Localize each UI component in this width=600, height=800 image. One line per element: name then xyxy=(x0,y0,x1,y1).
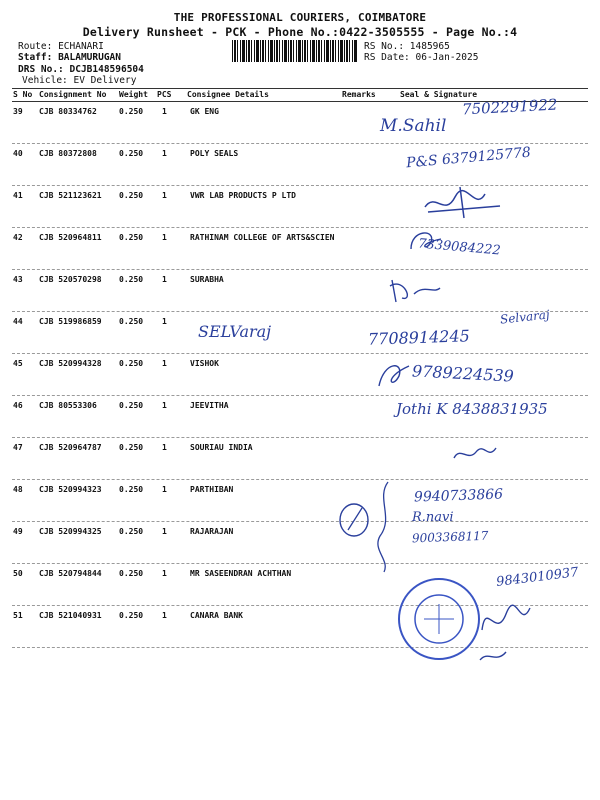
col-weight: Weight xyxy=(119,90,148,99)
handwritten-phone: 9940733866 xyxy=(413,486,504,506)
table-row xyxy=(12,521,588,564)
cell-pcs: 1 xyxy=(162,317,167,326)
cell-sno: 46 xyxy=(13,401,23,410)
cell-sno: 50 xyxy=(13,569,23,578)
table-row xyxy=(12,227,588,270)
cell-consignee: POLY SEALS xyxy=(190,149,239,158)
cell-weight: 0.250 xyxy=(119,233,144,242)
handwritten-name: M.Sahil xyxy=(380,116,447,136)
cell-consignee: PARTHIBAN xyxy=(190,485,234,494)
cell-weight: 0.250 xyxy=(119,485,144,494)
cell-consignee: CANARA BANK xyxy=(190,611,243,620)
staff-value: BALAMURUGAN xyxy=(58,52,121,63)
handwritten-phone: 9789224539 xyxy=(411,361,515,386)
handwritten-signature: Selvaraj xyxy=(499,307,551,327)
cell-consignment: CJB 521123621 xyxy=(39,191,102,200)
rs-no-line xyxy=(364,41,450,52)
handwritten-phone: 7502291922 xyxy=(461,95,558,119)
col-seal-signature: Seal & Signature xyxy=(400,90,478,99)
cell-weight: 0.250 xyxy=(119,275,144,284)
cell-consignee: GK ENG xyxy=(190,107,219,116)
cell-consignee: MR SASEENDRAN ACHTHAN xyxy=(190,569,292,578)
signature-scribble xyxy=(406,224,446,254)
drs-value: DCJB148596504 xyxy=(69,64,144,75)
handwritten-phone: P&S 6379125778 xyxy=(405,144,532,172)
cell-consignment: CJB 520794844 xyxy=(39,569,102,578)
cell-sno: 47 xyxy=(13,443,23,452)
cell-sno: 40 xyxy=(13,149,23,158)
handwritten-name: R.navi xyxy=(412,510,454,525)
runsheet-subtitle: Delivery Runsheet - PCK - Phone No.:0422-3505555 - Page No.:4 xyxy=(82,25,518,39)
cell-consignment: CJB 519986859 xyxy=(39,317,102,326)
cell-consignment: CJB 80334762 xyxy=(39,107,97,116)
cell-consignment: CJB 520964787 xyxy=(39,443,102,452)
cell-pcs: 1 xyxy=(162,107,167,116)
route-line xyxy=(18,41,104,52)
cell-consignee: VWR LAB PRODUCTS P LTD xyxy=(190,191,296,200)
cell-sno: 39 xyxy=(13,107,23,116)
cell-consignment: CJB 521040931 xyxy=(39,611,102,620)
staff-label: Staff: xyxy=(18,52,53,63)
cell-weight: 0.250 xyxy=(119,443,144,452)
cell-pcs: 1 xyxy=(162,611,167,620)
cell-weight: 0.250 xyxy=(119,401,144,410)
table-row xyxy=(12,437,588,480)
handwritten-phone: 7339084222 xyxy=(417,236,502,259)
cell-consignee: RATHINAM COLLEGE OF ARTS&SCIEN xyxy=(190,233,335,242)
cell-weight: 0.250 xyxy=(119,359,144,368)
cell-consignment: CJB 520994328 xyxy=(39,359,102,368)
cell-pcs: 1 xyxy=(162,401,167,410)
cell-sno: 43 xyxy=(13,275,23,284)
route-label: Route: xyxy=(18,41,53,52)
cell-pcs: 1 xyxy=(162,569,167,578)
vehicle-line xyxy=(22,75,136,86)
cell-consignment: CJB 520994323 xyxy=(39,485,102,494)
cell-weight: 0.250 xyxy=(119,107,144,116)
cell-consignee: RAJARAJAN xyxy=(190,527,234,536)
cell-weight: 0.250 xyxy=(119,569,144,578)
cell-pcs: 1 xyxy=(162,527,167,536)
cell-sno: 51 xyxy=(13,611,23,620)
rs-no-label: RS No.: xyxy=(364,41,405,52)
signature-scribble xyxy=(420,182,510,222)
vehicle-label: Vehicle: xyxy=(22,75,68,86)
cell-sno: 48 xyxy=(13,485,23,494)
col-sno: S No xyxy=(13,90,33,99)
rs-date-line xyxy=(364,52,478,63)
handwritten-phone: 9843010937 xyxy=(495,565,580,590)
handwritten-phone: 7708914245 xyxy=(367,326,471,349)
rs-date-value: 06-Jan-2025 xyxy=(415,52,479,63)
cell-consignment: CJB 80553306 xyxy=(39,401,97,410)
cell-sno: 45 xyxy=(13,359,23,368)
drs-line xyxy=(18,64,144,75)
cell-consignee: JEEVITHA xyxy=(190,401,229,410)
cell-weight: 0.250 xyxy=(119,611,144,620)
cell-sno: 44 xyxy=(13,317,23,326)
company-name: THE PROFESSIONAL COURIERS, COIMBATORE xyxy=(173,11,427,24)
col-remarks: Remarks xyxy=(342,90,376,99)
staff-line xyxy=(18,52,121,63)
cell-sno: 42 xyxy=(13,233,23,242)
signature-scribble xyxy=(476,590,536,670)
cell-consignment: CJB 520570298 xyxy=(39,275,102,284)
cell-consignee: SOURIAU INDIA xyxy=(190,443,253,452)
drs-label: DRS No.: xyxy=(18,64,64,75)
cell-consignee: VISHOK xyxy=(190,359,219,368)
signature-scribble xyxy=(332,478,412,574)
cell-consignee: SURABHA xyxy=(190,275,224,284)
handwritten-name-phone: Jothi K 8438831935 xyxy=(396,400,548,418)
cell-weight: 0.250 xyxy=(119,191,144,200)
rs-no-value: 1485965 xyxy=(409,41,450,52)
cell-sno: 49 xyxy=(13,527,23,536)
cell-weight: 0.250 xyxy=(119,149,144,158)
cell-weight: 0.250 xyxy=(119,317,144,326)
cell-sno: 41 xyxy=(13,191,23,200)
cell-pcs: 1 xyxy=(162,149,167,158)
col-consignee: Consignee Details xyxy=(187,90,269,99)
handwritten-name: SELVaraj xyxy=(198,322,272,341)
cell-pcs: 1 xyxy=(162,359,167,368)
cell-consignment: CJB 80372808 xyxy=(39,149,97,158)
col-pcs: PCS xyxy=(157,90,172,99)
rs-date-label: RS Date: xyxy=(364,52,410,63)
route-value: ECHANARI xyxy=(58,41,104,52)
cell-pcs: 1 xyxy=(162,191,167,200)
signature-scribble xyxy=(450,440,500,466)
handwritten-phone: 9003368117 xyxy=(411,528,489,546)
cell-pcs: 1 xyxy=(162,233,167,242)
vehicle-value: EV Delivery xyxy=(73,75,137,86)
cell-consignment: CJB 520994325 xyxy=(39,527,102,536)
cell-pcs: 1 xyxy=(162,275,167,284)
signature-scribble xyxy=(384,272,444,308)
cell-consignment: CJB 520964811 xyxy=(39,233,102,242)
stamp-seal xyxy=(394,574,484,664)
col-consignment: Consignment No xyxy=(39,90,107,99)
cell-weight: 0.250 xyxy=(119,527,144,536)
barcode xyxy=(232,40,357,62)
cell-pcs: 1 xyxy=(162,485,167,494)
table-row xyxy=(12,269,588,312)
cell-pcs: 1 xyxy=(162,443,167,452)
signature-scribble xyxy=(374,356,414,392)
